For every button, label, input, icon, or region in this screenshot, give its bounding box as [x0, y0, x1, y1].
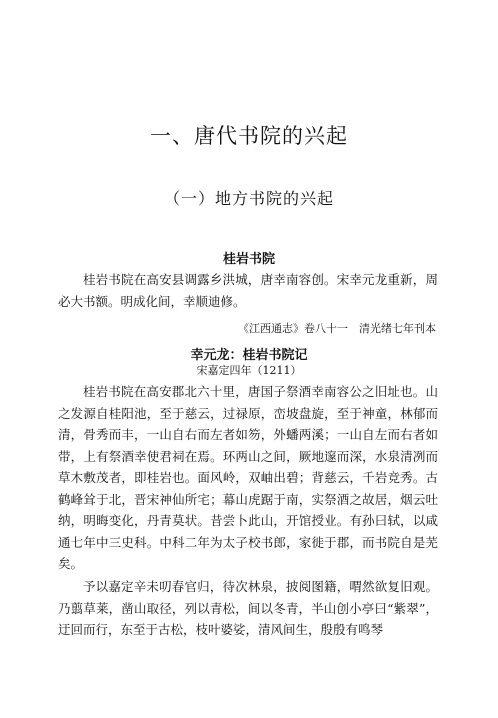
entry-paragraph-guiyan-academy: 桂岩书院在高安县调露乡洪城，唐幸南容创。宋幸元龙重新，周必大书额。明成化间，幸顺迪修。: [58, 272, 438, 309]
entry-heading-guiyan-academy: 桂岩书院: [222, 252, 275, 267]
record-paragraph-1: 桂岩书院在高安郡北六十里，唐国子祭酒幸南容公之旧址也。山之发源自桂阳池，至于慈云，过禄原，峦坡盘旋，至于神童，林郁而清，骨秀而丰，一山自右而左者如笏，外蟠两溪；一山自左而右者如带，上有祭酒幸使君祠在焉。环两山之间，厥地邃而深，水泉清冽而草木敷茂者，即桂岩也。面风岭，双岫出碧；背慈云，千岩竞秀。古鹤峰耸于北，晋宋神仙所宅；幕山虎踞于南，实祭酒之故居，烟云吐纳，明晦变化，丹青莫状。昔尝卜此山，开馆授业。有孙曰轼，以咸通七年中三史科。中科二年为太子校书郎，家徙于郡，而书院自是芜矣。: [58, 384, 438, 571]
section-title: （一）地方书院的兴起: [163, 189, 334, 208]
source-citation: 《江西通志》卷八十一 清光绪七年刊本: [238, 322, 436, 335]
entry-heading-guiyan-record: 幸元龙：桂岩书院记: [190, 348, 308, 363]
record-paragraph-2: 予以嘉定辛未叨春官归，待次林泉，披阅图籍，喟然欲复旧观。乃翦草莱，凿山取径，列以青松，间以冬青，半山创小亭曰“紫翠”，迂回而行，东至于古松，枝叶婆娑，清风间生，殷殷有鸣琴: [58, 579, 438, 637]
chapter-title: 一、唐代书院的兴起: [150, 124, 348, 148]
entry-date: 宋嘉定四年（1211）: [196, 364, 302, 377]
